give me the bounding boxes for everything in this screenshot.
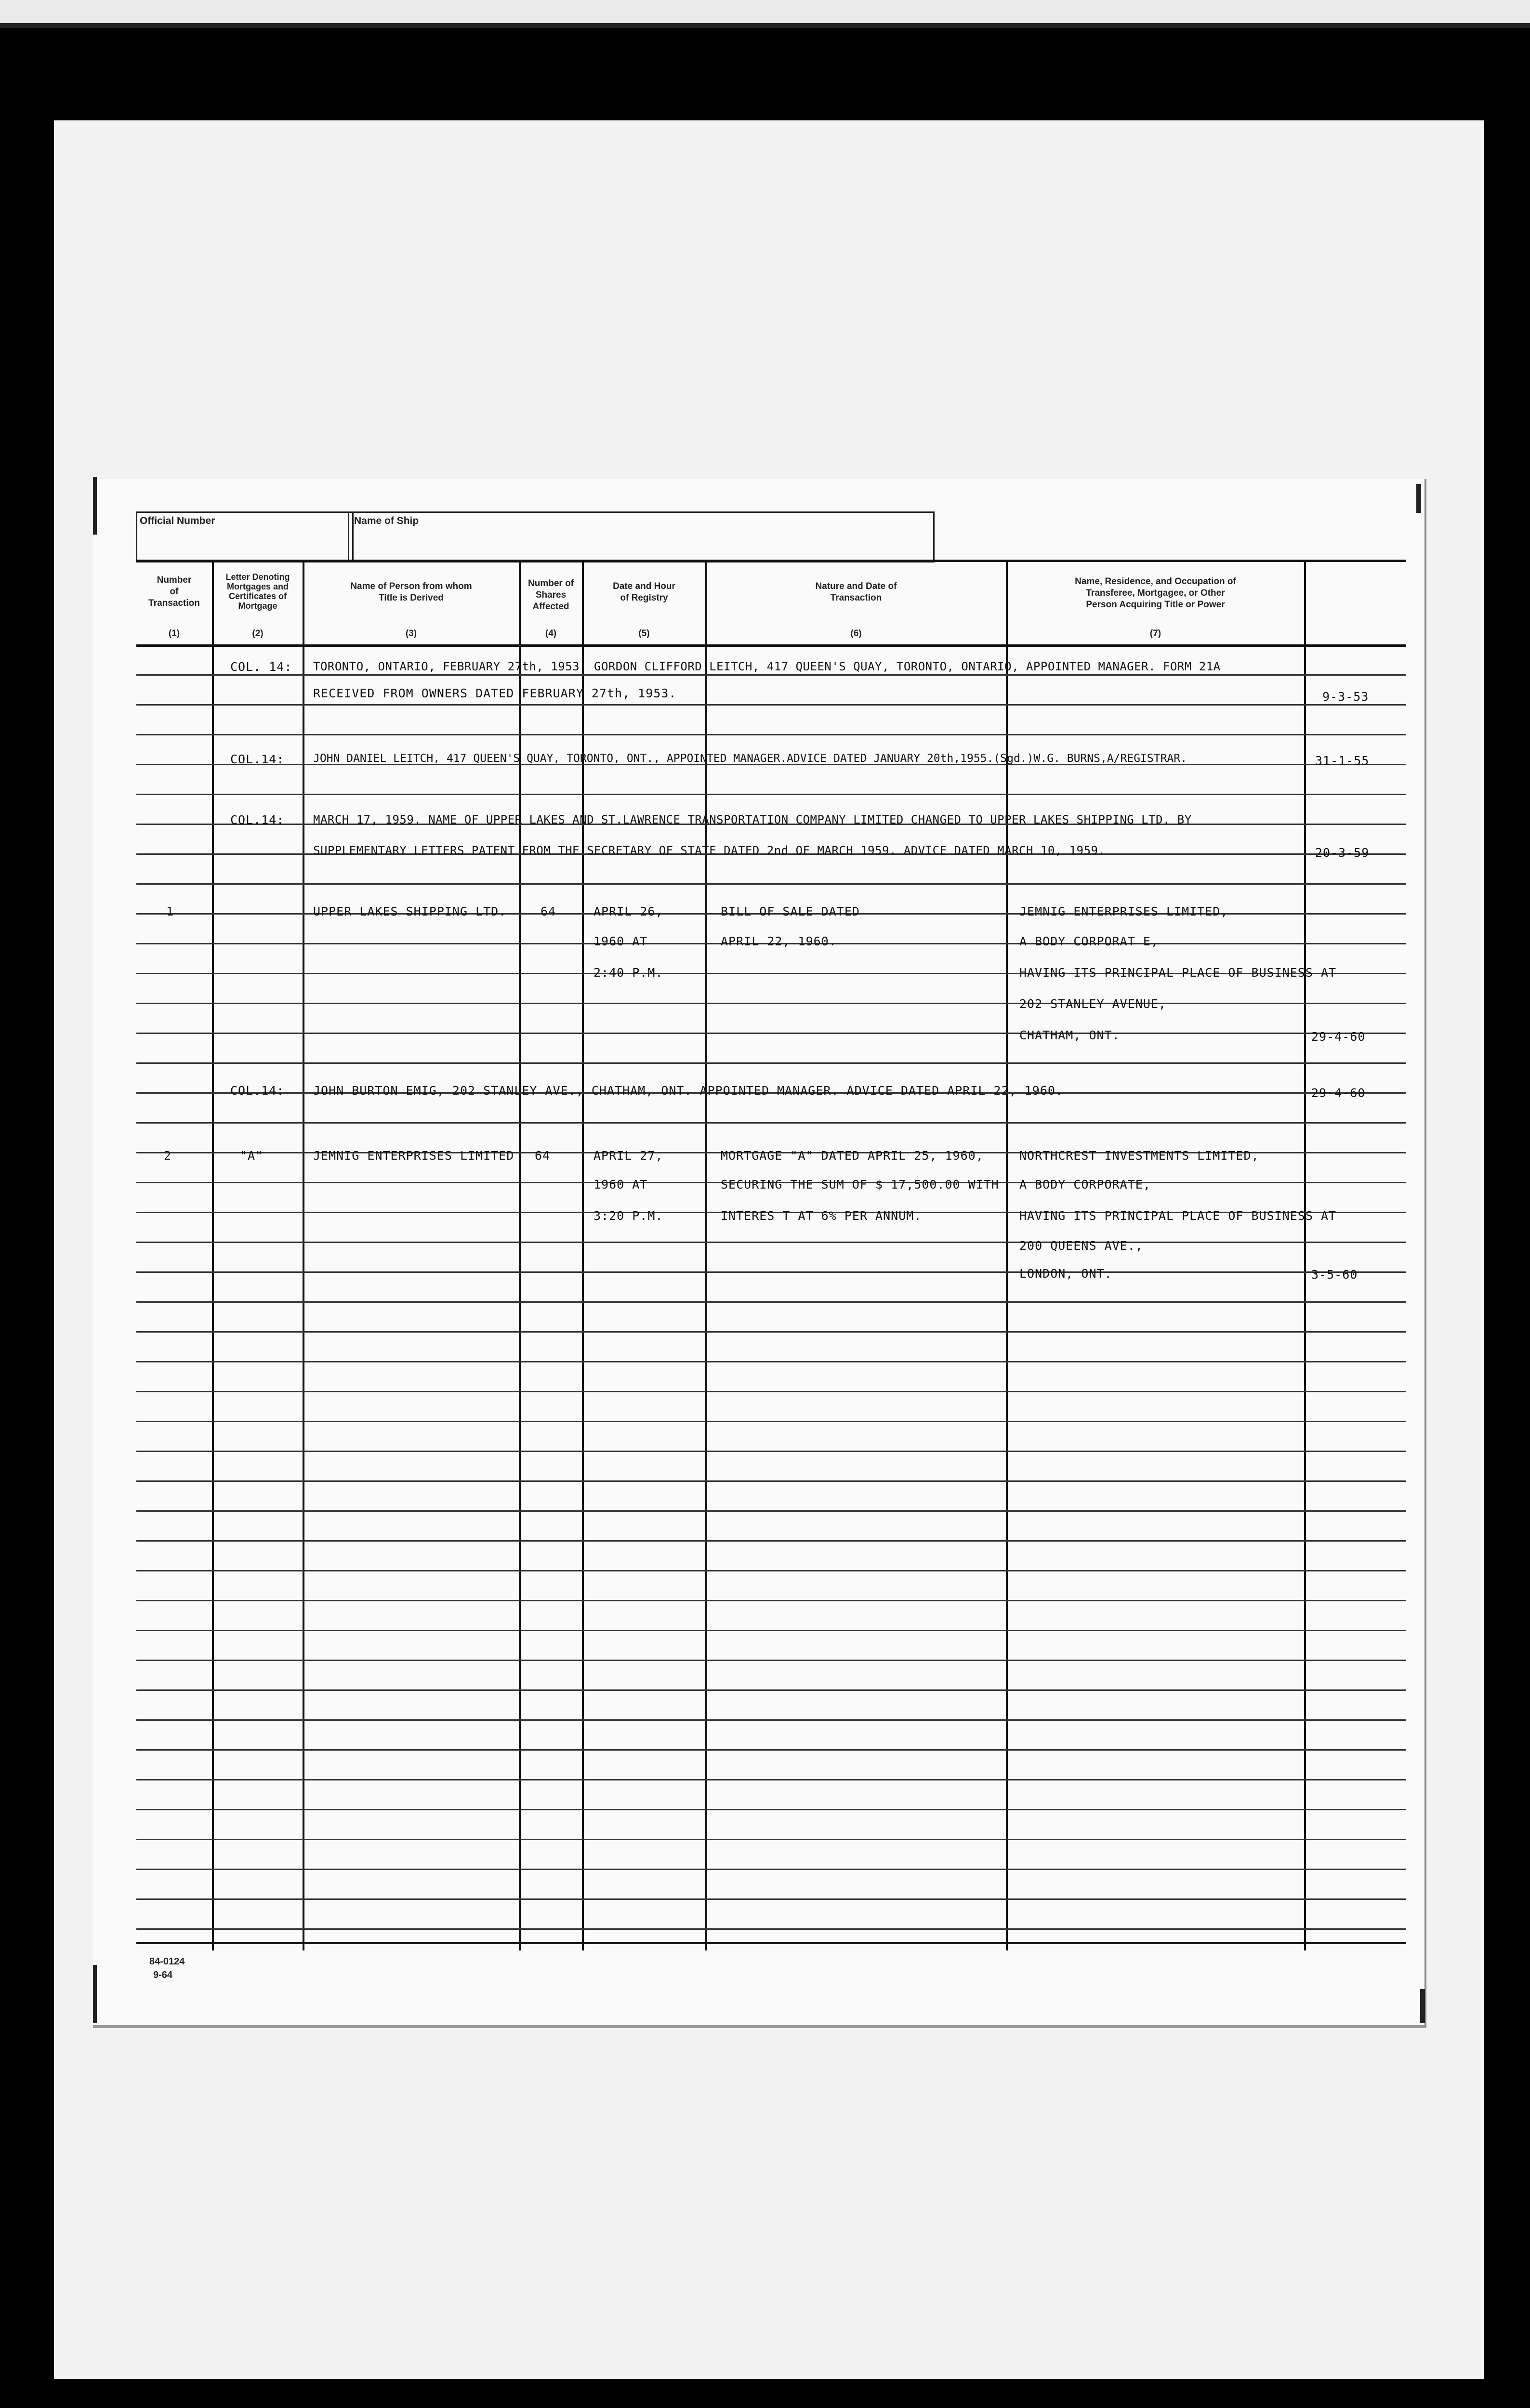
mortgage-mortgagee-line2: A BODY CORPORATE, (1019, 1178, 1151, 1191)
scan-top-bar (0, 0, 1530, 23)
col-number-2: (2) (252, 628, 264, 639)
mortgage-mortgagee-line3: HAVING ITS PRINCIPAL PLACE OF BUSINESS AT (1019, 1209, 1337, 1223)
table-rule (136, 883, 1406, 885)
entry-date-1960-manager: 29-4-60 (1311, 1086, 1366, 1100)
table-rule (136, 1451, 1406, 1452)
table-rule (136, 1301, 1406, 1303)
mortgage-shares: 64 (535, 1149, 551, 1163)
table-rule (136, 1779, 1406, 1780)
col-heading-transaction: Number of Transaction (148, 575, 200, 608)
table-rule (136, 1630, 1406, 1631)
bill-of-sale-buyer-line3: HAVING ITS PRINCIPAL PLACE OF BUSINESS AT (1019, 966, 1337, 980)
table-rule (136, 1749, 1406, 1751)
crop-mark (93, 477, 97, 535)
entry-col14-label: COL.14: (230, 813, 285, 827)
crop-mark (1420, 1989, 1425, 2023)
mortgage-nature-line1: MORTGAGE "A" DATED APRIL 25, 1960, (721, 1149, 984, 1163)
table-rule (136, 560, 1406, 562)
name-of-ship-label: Name of Ship (354, 515, 419, 526)
mortgage-mortgagee-line5: LONDON, ONT. (1019, 1267, 1112, 1281)
table-rule (136, 644, 1406, 647)
table-rule (136, 794, 1406, 795)
table-rule (136, 1928, 1406, 1930)
table-rule (136, 1570, 1406, 1571)
scan-top-strip (0, 23, 1530, 28)
column-divider (212, 561, 214, 1950)
entry-manager-1960: JOHN BURTON EMIG, 202 STANLEY AVE., CHATHAM, ONT. APPOINTED MANAGER. ADVICE DATED APRIL 22, 1960. (313, 1084, 1063, 1098)
col-heading-shares: Number of Shares Affected (528, 578, 574, 612)
mortgage-mortgagee-line4: 200 QUEENS AVE., (1019, 1239, 1143, 1253)
col-number-6: (6) (850, 628, 862, 639)
mortgage-mortgagee-line1: NORTHCREST INVESTMENTS LIMITED, (1019, 1149, 1259, 1163)
entry-col14-label: COL.14: (230, 1084, 285, 1098)
column-divider (1006, 561, 1008, 1950)
bill-of-sale-seller: UPPER LAKES SHIPPING LTD. (313, 904, 507, 918)
table-rule (136, 1480, 1406, 1482)
table-rule (136, 1660, 1406, 1661)
col-number-1: (1) (168, 628, 180, 639)
name-of-ship-box (348, 511, 935, 563)
entry-col14-label: COL.14: (230, 752, 285, 766)
table-rule (136, 1331, 1406, 1333)
column-divider (519, 561, 521, 1950)
table-rule (136, 1540, 1406, 1542)
entry-name-change-line1: MARCH 17, 1959. NAME OF UPPER LAKES AND ST.LAWRENCE TRANSPORTATION COMPANY LIMITED CHANGED TO UPPER LAKES SHIPPING LTD. BY (313, 813, 1192, 826)
official-number-label: Official Number (140, 515, 215, 526)
bill-of-sale-nature-line1: BILL OF SALE DATED (721, 904, 860, 918)
col-heading-registry-date: Date and Hour of Registry (613, 581, 675, 603)
table-rule (136, 1510, 1406, 1512)
column-divider (1304, 561, 1306, 1950)
table-rule (136, 1421, 1406, 1422)
bill-of-sale-buyer-line5: CHATHAM, ONT. (1019, 1028, 1120, 1042)
mortgage-registry-line2: 1960 AT (594, 1178, 648, 1191)
table-rule (136, 1361, 1406, 1362)
table-rule (136, 1809, 1406, 1810)
crop-mark (1416, 484, 1421, 513)
entry-col14-label: COL. 14: (230, 660, 292, 674)
col-number-5: (5) (638, 628, 650, 639)
mortgage-mortgagor: JEMNIG ENTERPRISES LIMITED (313, 1149, 514, 1163)
bill-of-sale-buyer-line2: A BODY CORPORAT E, (1019, 934, 1159, 948)
bill-of-sale-shares: 64 (541, 904, 556, 918)
table-rule (136, 1062, 1406, 1064)
column-divider (303, 561, 304, 1950)
col-heading-transferee: Name, Residence, and Occupation of Transferee, Mortgagee, or Other Person Acquiring Title or Power (1075, 576, 1236, 610)
form-code: 84-0124 (149, 1956, 185, 1967)
table-rule (136, 704, 1406, 706)
col-heading-transaction-nature: Nature and Date of Transaction (815, 581, 897, 603)
table-rule (136, 1942, 1406, 1944)
table-rule (136, 1898, 1406, 1900)
table-rule (136, 1271, 1406, 1273)
table-rule (136, 1242, 1406, 1243)
col-number-4: (4) (545, 628, 557, 639)
crop-mark (93, 1965, 97, 2023)
bill-of-sale-date: 29-4-60 (1311, 1030, 1366, 1044)
mortgage-nature-line3: INTERES T AT 6% PER ANNUM. (721, 1209, 922, 1223)
entry-manager-1953-line2: RECEIVED FROM OWNERS DATED FEBRUARY 27th, 1953. (313, 686, 677, 700)
mortgage-registry-line1: APRIL 27, (594, 1149, 663, 1163)
entry-name-change-line2: SUPPLEMENTARY LETTERS PATENT FROM THE SECRETARY OF STATE DATED 2nd OF MARCH 1959. ADVICE DATED MARCH 10, 1959. (313, 844, 1106, 857)
bill-of-sale-registry-line3: 2:40 P.M. (594, 966, 663, 980)
transaction-number-1: 1 (166, 904, 174, 918)
register-form-sheet (93, 479, 1426, 2028)
column-divider (705, 561, 707, 1950)
col-heading-title-derived: Name of Person from whom Title is Derived (350, 581, 472, 603)
bill-of-sale-buyer-line4: 202 STANLEY AVENUE, (1019, 997, 1166, 1011)
table-rule (136, 1719, 1406, 1721)
bill-of-sale-registry-line2: 1960 AT (594, 934, 648, 948)
bill-of-sale-nature-line2: APRIL 22, 1960. (721, 934, 837, 948)
entry-date-1959: 20-3-59 (1315, 846, 1370, 860)
table-rule (136, 1003, 1406, 1004)
col-number-7: (7) (1149, 628, 1161, 639)
entry-manager-1955: JOHN DANIEL LEITCH, 417 QUEEN'S QUAY, TORONTO, ONT., APPOINTED MANAGER.ADVICE DATED JANUARY 20th,1955.(Sgd.)W.G. BURNS,A/REGISTRAR. (313, 752, 1187, 765)
table-rule (136, 1033, 1406, 1034)
col-heading-mortgage-letter: Letter Denoting Mortgages and Certificates of Mortgage (225, 572, 290, 611)
transaction-number-2: 2 (164, 1149, 172, 1163)
mortgage-registry-line3: 3:20 P.M. (594, 1209, 663, 1223)
table-rule (136, 734, 1406, 735)
table-rule (136, 1391, 1406, 1392)
mortgage-nature-line2: SECURING THE SUM OF $ 17,500.00 WITH (721, 1178, 999, 1191)
mortgage-letter: "A" (240, 1149, 264, 1163)
table-rule (136, 1839, 1406, 1840)
mortgage-date: 3-5-60 (1311, 1268, 1358, 1282)
table-rule (136, 1122, 1406, 1124)
bill-of-sale-buyer-line1: JEMNIG ENTERPRISES LIMITED, (1019, 904, 1228, 918)
table-rule (136, 674, 1406, 676)
form-revision: 9-64 (153, 1970, 173, 1980)
table-rule (136, 1869, 1406, 1870)
col-number-3: (3) (405, 628, 417, 639)
table-rule (136, 1600, 1406, 1601)
column-divider (582, 561, 584, 1950)
bill-of-sale-registry-line1: APRIL 26, (594, 904, 663, 918)
entry-manager-1953-line1: TORONTO, ONTARIO, FEBRUARY 27th, 1953. GORDON CLIFFORD LEITCH, 417 QUEEN'S QUAY, TORONTO, ONTARIO, APPOINTED MANAGER. FORM 21A (313, 660, 1221, 673)
entry-date-1953: 9-3-53 (1322, 690, 1369, 704)
entry-date-1955: 31-1-55 (1315, 754, 1370, 768)
table-rule (136, 1689, 1406, 1691)
